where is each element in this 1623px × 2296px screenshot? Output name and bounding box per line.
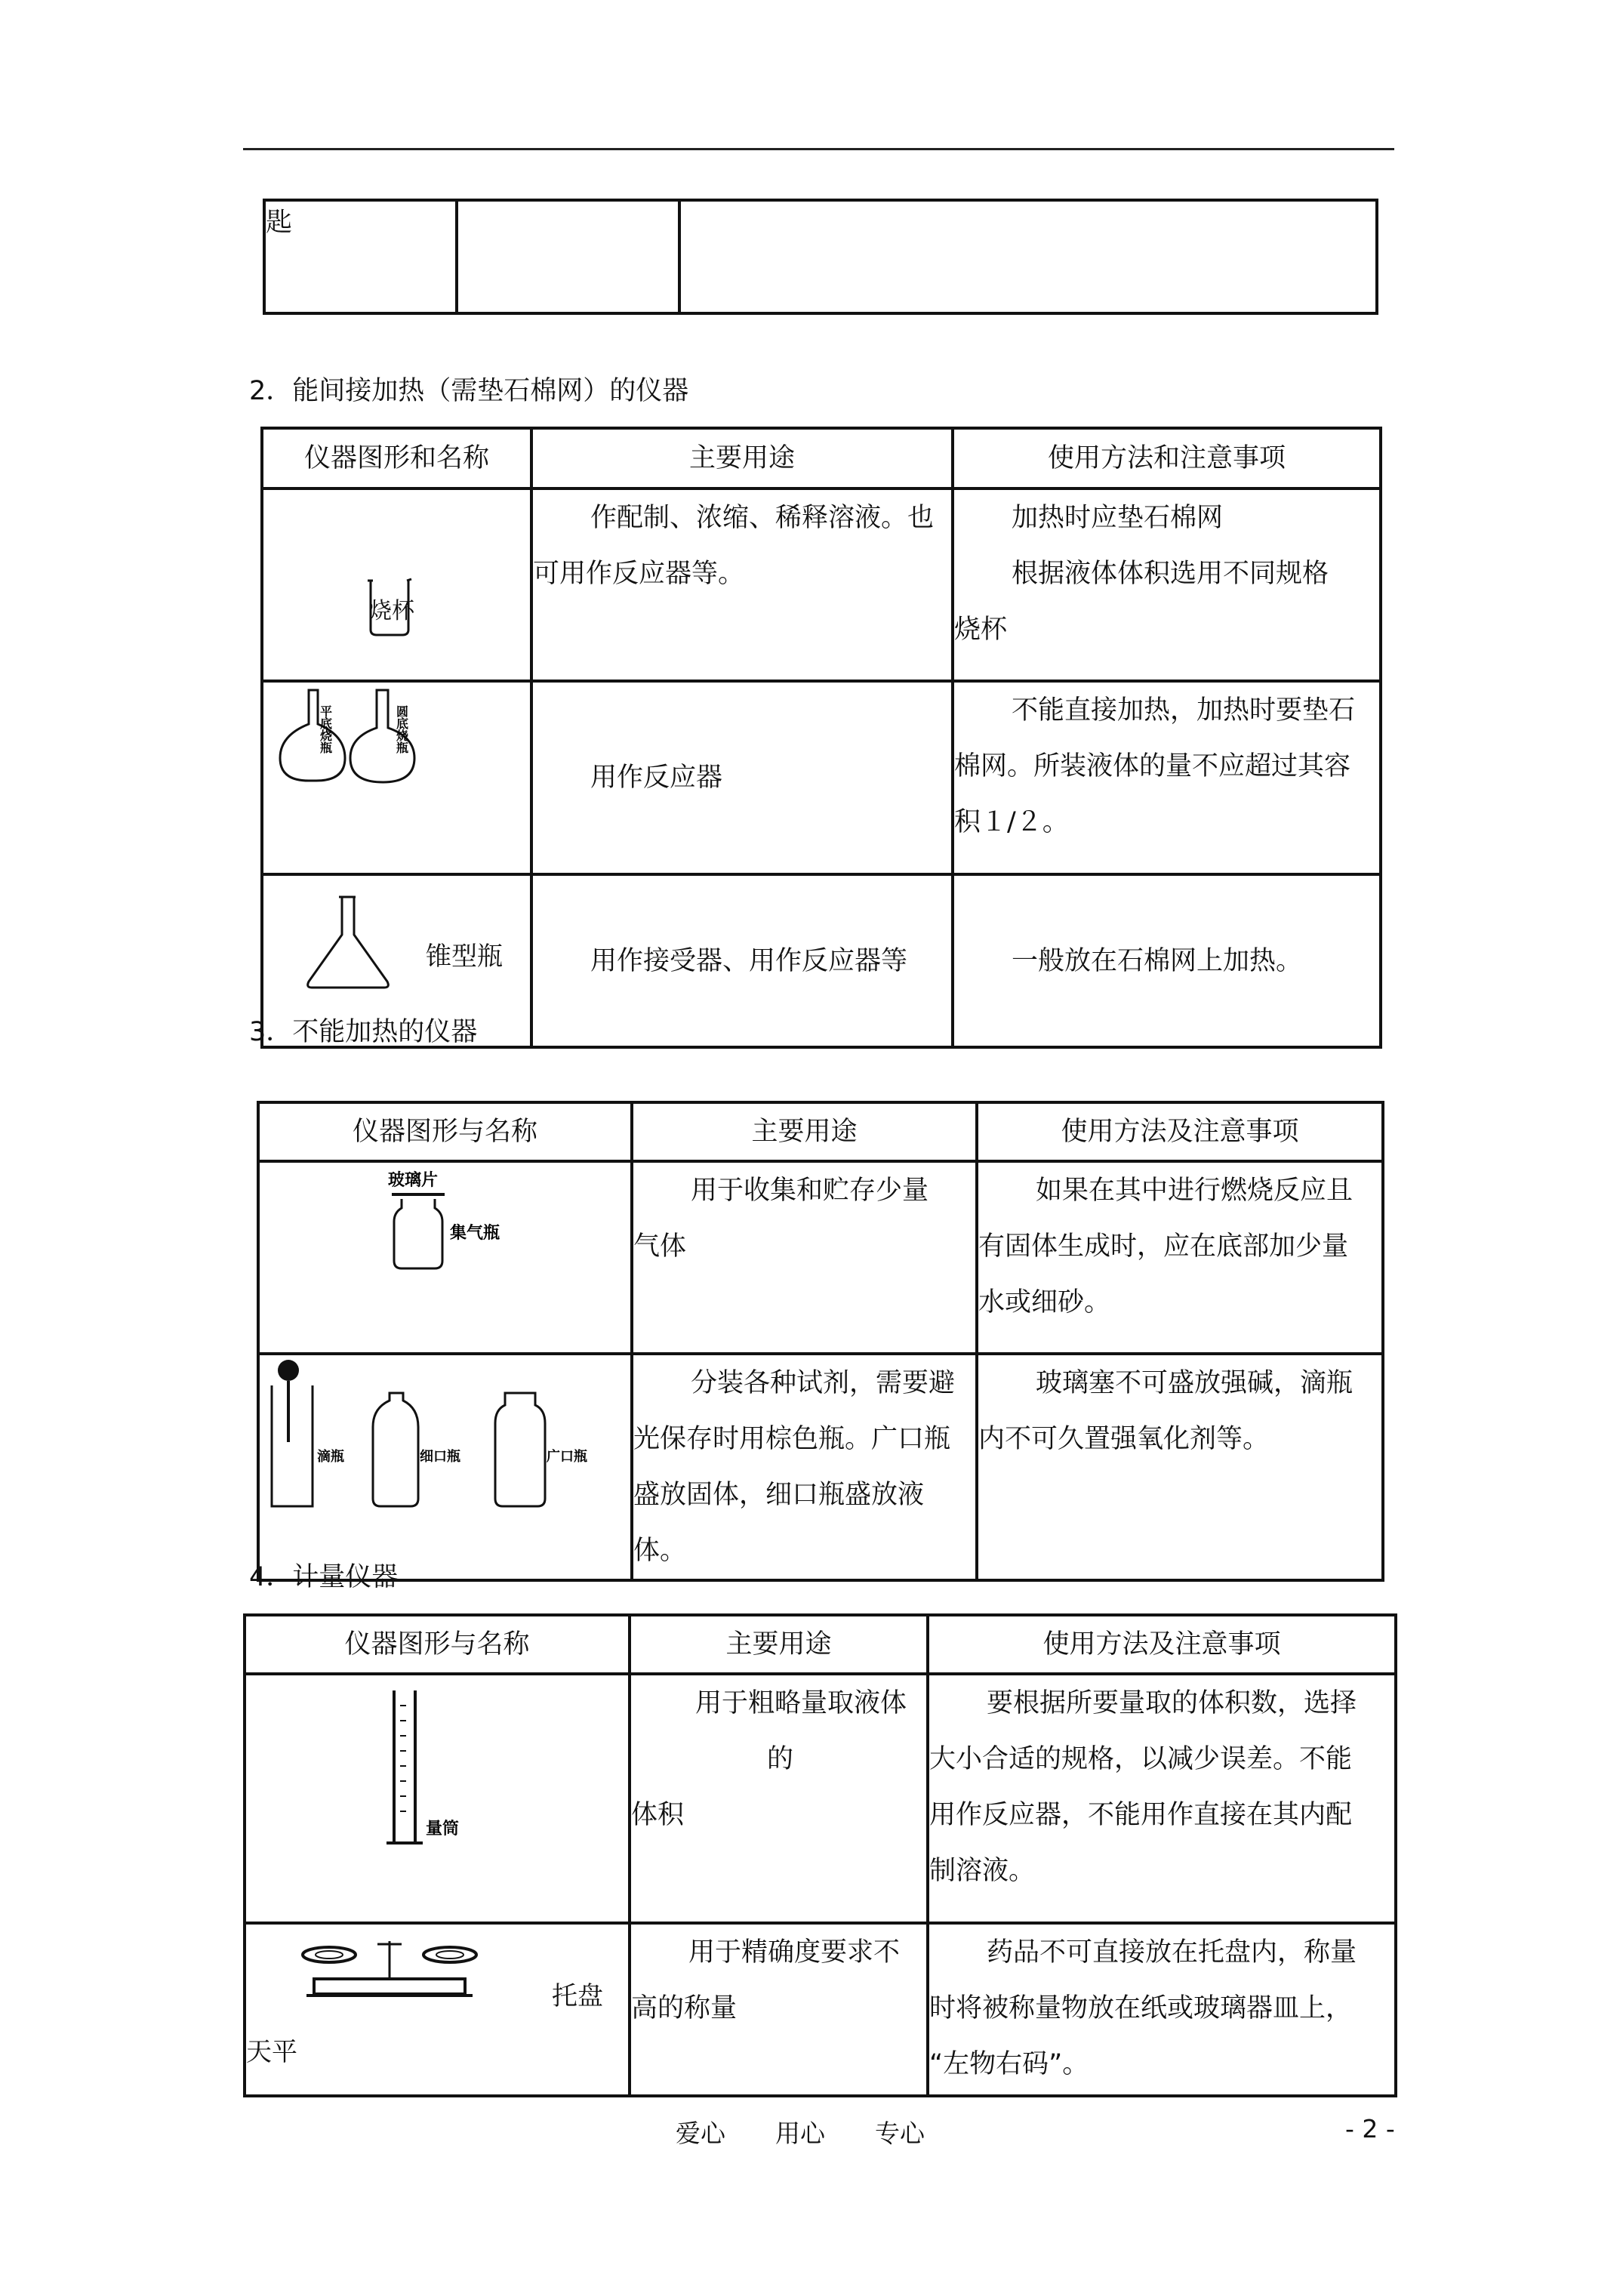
image-cell: [258, 1161, 632, 1354]
header-cell: 使用方法及注意事项: [928, 1615, 1396, 1674]
table-section4: [243, 1613, 1397, 2097]
gas-jar-label: 集气瓶: [450, 1224, 500, 1243]
balance-name-part1: 托盘: [552, 1981, 603, 2011]
image-cell: [245, 1923, 630, 2096]
header-cell: 使用方法和注意事项: [953, 428, 1381, 488]
balance-name-part2: 天平: [246, 2037, 297, 2067]
use-cell: [531, 488, 953, 681]
glass-plate-label: 玻璃片: [388, 1171, 439, 1190]
header-cell: 主要用途: [632, 1102, 977, 1161]
use-line: 用于精确度要求不: [688, 1937, 901, 1968]
graduated-cylinder-icon: [246, 1675, 631, 1902]
notes-line: 有固体生成时，应在底部加少量: [978, 1231, 1349, 1262]
section2-heading: 2．能间接加热（需垫石棉网）的仪器: [249, 376, 689, 406]
flask-name: 锥型瓶: [426, 942, 503, 972]
table-section3: [257, 1101, 1384, 1582]
notes-line: 根据液体体积选用不同规格: [1012, 559, 1329, 589]
footer-motto: 爱心 用心 专心: [676, 2119, 925, 2148]
use-line: 气体: [633, 1231, 687, 1262]
use-cell: [531, 681, 953, 874]
section4-heading: 4．计量仪器: [249, 1562, 399, 1592]
header-rule: [243, 148, 1394, 150]
header-cell: 仪器图形与名称: [245, 1615, 630, 1674]
image-cell: [245, 1674, 630, 1923]
use-line: 盛放固体，细口瓶盛放液体。: [633, 1480, 925, 1566]
notes-line: 大小合适的规格，以减少误差。不能: [929, 1744, 1353, 1774]
use-line: 可用作反应器等。: [533, 559, 745, 589]
notes-line: 要根据所要量取的体积数，选择: [987, 1688, 1357, 1718]
use-line: 高的称量: [631, 1993, 738, 2023]
notes-line: 积１/２。: [954, 807, 1069, 837]
use-line: 用于收集和贮存少量: [691, 1176, 929, 1206]
notes-cell: [953, 874, 1381, 1047]
notes-cell: [928, 1674, 1396, 1923]
use-line: 用于粗略量取液体: [695, 1688, 907, 1718]
notes-line: 如果在其中进行燃烧反应且: [1036, 1176, 1354, 1206]
notes-line: 不能直接加热，加热时要垫石: [1012, 695, 1356, 726]
section3-heading: 3．不能加热的仪器: [249, 1017, 478, 1047]
beaker-icon: [263, 490, 533, 660]
page-number: - 2 -: [1345, 2114, 1395, 2143]
table-top-fragment: [263, 199, 1378, 315]
use-cell: [630, 1923, 928, 2096]
notes-line: 制溶液。: [929, 1856, 1036, 1886]
notes-cell: [953, 681, 1381, 874]
notes-cell: [953, 488, 1381, 681]
notes-line: “左物右码”。: [929, 2049, 1089, 2079]
use-cell: [630, 1674, 928, 1923]
table-section2: [260, 427, 1382, 1049]
header-cell: 使用方法及注意事项: [977, 1102, 1383, 1161]
dropper-bottle-label: 滴瓶: [317, 1449, 344, 1465]
flat-flask-label: 平底烧瓶: [318, 705, 333, 754]
use-line: 体积: [631, 1800, 685, 1830]
flasks-icon: [263, 683, 533, 853]
use-line: 作配制、浓缩、稀释溶液。也: [590, 503, 935, 533]
notes-cell: [977, 1354, 1383, 1580]
use-cell: [632, 1354, 977, 1580]
use-line: 的: [767, 1744, 794, 1774]
use-cell: [531, 874, 953, 1047]
notes-line: 水或细砂。: [978, 1287, 1111, 1318]
use-line: 用作接受器、用作反应器等: [590, 945, 908, 976]
image-cell: [262, 681, 531, 874]
header-cell: 主要用途: [630, 1615, 928, 1674]
image-cell: [262, 488, 531, 681]
cell-text: 匙: [266, 208, 293, 238]
cell-empty: [679, 200, 1377, 313]
use-line: 分装各种试剂，需要避: [691, 1368, 956, 1398]
notes-line: 用作反应器，不能用作直接在其内配: [929, 1800, 1353, 1830]
cell-empty: [457, 200, 679, 313]
header-cell: 主要用途: [531, 428, 953, 488]
notes-cell: [928, 1923, 1396, 2096]
use-cell: [632, 1161, 977, 1354]
balance-scale-icon: [299, 1934, 518, 2017]
notes-line: 时将被称量物放在纸或玻璃器皿上，: [929, 1993, 1353, 2023]
notes-cell: [977, 1161, 1383, 1354]
notes-line: 玻璃塞不可盛放强碱，滴瓶: [1036, 1368, 1354, 1398]
notes-line: 加热时应垫石棉网: [1012, 503, 1224, 533]
cylinder-label: 量筒: [426, 1820, 460, 1838]
narrow-mouth-bottle-label: 细口瓶: [420, 1449, 460, 1465]
use-line: 用作反应器: [590, 763, 723, 793]
image-cell: [258, 1354, 632, 1580]
notes-line: 内不可久置强氧化剂等。: [978, 1424, 1270, 1454]
notes-line: 烧杯: [954, 615, 1008, 645]
notes-line: 一般放在石棉网上加热。: [1012, 945, 1303, 976]
gas-jar-icon: [260, 1163, 633, 1333]
cell-spoon: [264, 200, 457, 313]
header-cell: 仪器图形和名称: [262, 428, 531, 488]
round-flask-label: 圆底烧瓶: [394, 705, 409, 754]
beaker-label: 烧杯: [369, 598, 414, 624]
notes-line: 药品不可直接放在托盘内，称量: [987, 1937, 1357, 1968]
wide-mouth-bottle-label: 广口瓶: [547, 1449, 587, 1465]
notes-line: 棉网。所装液体的量不应超过其容: [954, 751, 1351, 781]
reagent-bottles-icon: [260, 1355, 633, 1526]
header-cell: 仪器图形与名称: [258, 1102, 632, 1161]
use-line: 光保存时用棕色瓶。广口瓶: [633, 1424, 951, 1454]
